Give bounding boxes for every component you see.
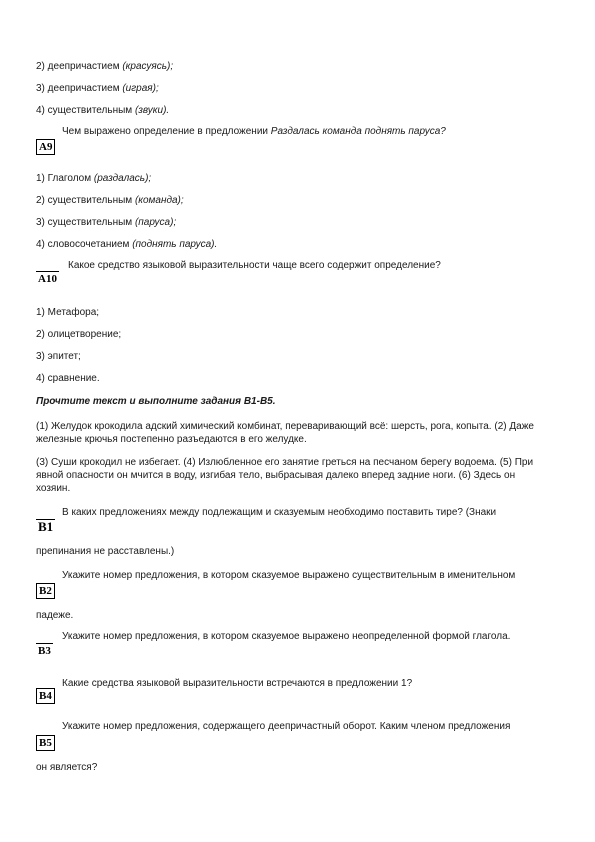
question-sentence: Раздалась команда поднять паруса? <box>270 126 446 137</box>
question-text: Чем выражено определение в предложении <box>62 126 271 137</box>
question-b5-cont: он является? <box>36 762 98 773</box>
question-b3: Укажите номер предложения, в котором сказуемое выражено неопределенной формой глагола. <box>62 631 511 642</box>
option-line: 4) сравнение. <box>36 373 100 384</box>
task-badge-b2: В2 <box>36 583 55 599</box>
option-example: (поднять паруса). <box>132 239 218 250</box>
text-paragraph-2: (3) Суши крокодил не избегает. (4) Излюбленное его занятие греться на песчаном берегу водоема. (5) При явной опасности он мчится в воду, изгибая тело, выбрасывая далеко вперед задние ноги. (6) Здесь он хозяин. <box>36 457 534 494</box>
option-text: 3) деепричастием <box>36 83 123 94</box>
section-heading: Прочтите текст и выполните задания В1-В5. <box>36 396 276 407</box>
question-b1: В каких предложениях между подлежащим и сказуемым необходимо поставить тире? (Знаки <box>62 507 497 518</box>
question-a10: Какое средство языковой выразительности чаще всего содержит определение? <box>68 260 441 271</box>
option-line <box>36 172 151 185</box>
option-example: (звуки). <box>134 105 170 116</box>
question-b1-cont: препинания не расставлены.) <box>36 546 175 557</box>
option-text: 3) существительным <box>36 217 135 228</box>
question-b2: Укажите номер предложения, в котором сказуемое выражено существительным в именительном <box>62 570 516 581</box>
task-badge-b3: В3 <box>38 645 51 657</box>
option-example: (играя); <box>122 83 159 94</box>
task-badge-b1: В1 <box>38 519 54 534</box>
option-example: (паруса); <box>134 217 177 228</box>
option-example: (раздалась); <box>93 173 152 184</box>
option-line <box>36 60 173 73</box>
option-line <box>36 82 159 95</box>
option-line: 3) эпитет; <box>36 351 81 362</box>
option-line: 1) Метафора; <box>36 307 100 318</box>
option-text: 2) существительным <box>36 195 135 206</box>
task-badge-b5: В5 <box>36 735 55 751</box>
option-text: 4) словосочетанием <box>36 239 133 250</box>
task-badge-a9: А9 <box>36 139 55 155</box>
task-badge-a10: А10 <box>38 273 57 285</box>
option-text: 4) существительным <box>36 105 135 116</box>
question-b4: Какие средства языковой выразительности встречаются в предложении 1? <box>62 678 413 689</box>
task-badge-b4: В4 <box>36 688 55 704</box>
option-line <box>36 104 169 117</box>
option-text: 2) деепричастием <box>36 61 123 72</box>
question-b2-cont: падеже. <box>36 610 74 621</box>
option-line <box>36 216 176 229</box>
text-paragraph-1: (1) Желудок крокодила адский химический комбинат, переваривающий всё: шерсть, рога, копыта. (2) Даже железные крючья постепенно разъедаются в его желудке. <box>36 421 534 445</box>
option-line <box>36 238 217 251</box>
option-line <box>36 194 184 207</box>
question-a9 <box>62 125 446 138</box>
option-example: (красуясь); <box>122 61 174 72</box>
question-b5: Укажите номер предложения, содержащего деепричастный оборот. Каким членом предложения <box>62 721 511 732</box>
option-example: (команда); <box>134 195 184 206</box>
option-line: 2) олицетворение; <box>36 329 122 340</box>
option-text: 1) Глаголом <box>36 173 94 184</box>
